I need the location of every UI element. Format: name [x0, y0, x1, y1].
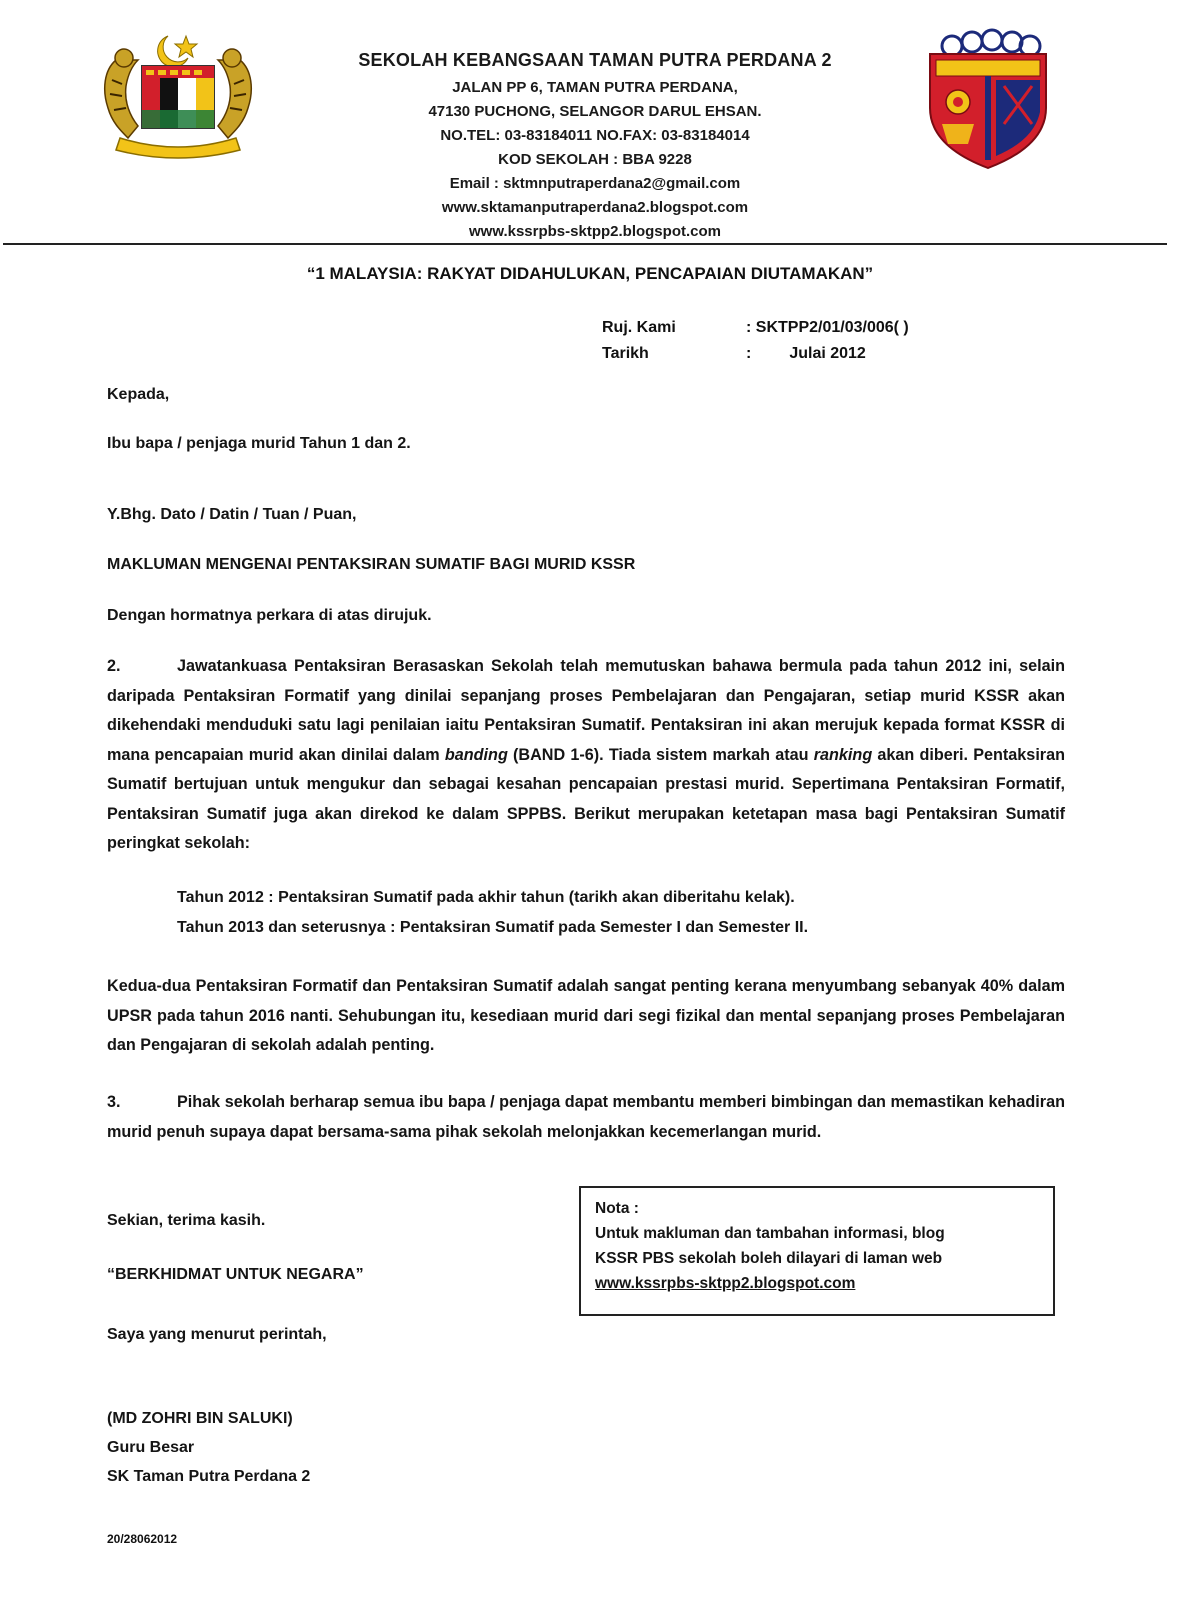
opening-line: Dengan hormatnya perkara di atas dirujuk.	[107, 607, 432, 624]
signatory-title: Guru Besar	[107, 1439, 195, 1456]
slogan: “1 MALAYSIA: RAKYAT DIDAHULUKAN, PENCAPAIAN DIUTAMAKAN”	[306, 264, 874, 283]
school-email: Email : sktmnputraperdana2@gmail.com	[449, 175, 741, 192]
address-line-1: JALAN PP 6, TAMAN PUTRA PERDANA,	[452, 79, 738, 96]
school-name: SEKOLAH KEBANGSAAN TAMAN PUTRA PERDANA 2	[358, 50, 832, 70]
by-order-line: Saya yang menurut perintah,	[107, 1326, 327, 1343]
date-value: Julai 2012	[789, 345, 866, 362]
date-row	[602, 341, 909, 367]
motto: “BERKHIDMAT UNTUK NEGARA”	[107, 1266, 364, 1283]
paragraph-2	[107, 652, 1065, 859]
paragraph-2-text-b: (BAND 1-6). Tiada sistem markah atau	[507, 745, 814, 764]
paragraph-importance: Kedua-dua Pentaksiran Formatif dan Pentaksiran Sumatif adalah sangat penting kerana menyumbang sebanyak 40% dalam UPSR pada tahun 2016 nanti. Sehubungan itu, kesediaan murid dari segi fizikal dan mental sepanjang proses Pembelajaran dan Pengajaran di sekolah adalah penting.	[107, 977, 1065, 1054]
closing-line: Sekian, terima kasih.	[107, 1212, 266, 1229]
school-website-2: www.kssrpbs-sktpp2.blogspot.com	[469, 223, 721, 240]
paragraph-3-text: Pihak sekolah berharap semua ibu bapa / penjaga dapat membantu memberi bimbingan dan memastikan kehadiran murid penuh supaya dapat bersama-sama pihak sekolah melonjakkan kecemerlangan murid.	[107, 1093, 1065, 1141]
schedule-2012: Tahun 2012 : Pentaksiran Sumatif pada akhir tahun (tarikh akan diberitahu kelak).	[177, 889, 795, 906]
schedule-2013: Tahun 2013 dan seterusnya : Pentaksiran Sumatif pada Semester I dan Semester II.	[177, 919, 809, 936]
paragraph-2-text-c: akan diberi. Pentaksiran Sumatif bertujuan untuk mengukur dan sebagai kesahan pencapaian prestasi murid. Sepertimana Pentaksiran Formatif, Pentaksiran Sumatif juga akan direkod ke dalam SPPBS. Berikut merupakan ketetapan masa bagi Pentaksiran Sumatif peringkat sekolah:	[107, 745, 1066, 852]
document-id: 20/28062012	[107, 1532, 178, 1546]
address-line-2: 47130 PUCHONG, SELANGOR DARUL EHSAN.	[428, 103, 762, 120]
paragraph-2-text-a: Jawatankuasa Pentaksiran Berasaskan Sekolah telah memutuskan bahawa bermula pada tahun 2012 ini, selain daripada Pentaksiran Formatif yang dinilai sepanjang proses Pembelajaran dan Pengajaran, setiap murid KSSR akan dikehendaki menduduki satu lagi penilaian iaitu Pentaksiran Sumatif. Pentaksiran ini akan merujuk kepada format KSSR di mana pencapaian murid akan dinilai dalam	[107, 657, 1065, 764]
subject-heading: MAKLUMAN MENGENAI PENTAKSIRAN SUMATIF BAGI MURID KSSR	[107, 556, 636, 573]
date-colon: :	[746, 345, 752, 362]
reference-label: Ruj. Kami	[602, 319, 676, 336]
tel-fax: NO.TEL: 03-83184011 NO.FAX: 03-83184014	[440, 127, 750, 144]
paragraph-2-italic-banding: banding	[444, 745, 508, 764]
header-divider	[3, 243, 1167, 245]
paragraph-3	[107, 1088, 1065, 1147]
national-coat-of-arms-logo	[98, 30, 258, 162]
paragraph-2-number: 2.	[107, 657, 121, 675]
recipient-label: Kepada,	[107, 386, 170, 403]
school-badge-logo	[922, 28, 1054, 170]
paragraph-3-number: 3.	[107, 1093, 121, 1111]
note-title: Nota :	[595, 1200, 639, 1217]
reference-value: : SKTPP2/01/03/006( )	[746, 319, 909, 336]
paragraph-2-italic-ranking: ranking	[813, 745, 873, 764]
letterhead	[290, 50, 900, 244]
date-label: Tarikh	[602, 345, 649, 362]
school-code: KOD SEKOLAH : BBA 9228	[498, 151, 692, 168]
note-box	[579, 1186, 1055, 1316]
signatory-school: SK Taman Putra Perdana 2	[107, 1468, 311, 1485]
note-line-2: KSSR PBS sekolah boleh dilayari di laman web	[595, 1250, 943, 1267]
signatory-name: (MD ZOHRI BIN SALUKI)	[107, 1410, 293, 1427]
note-blog-link[interactable]: www.kssrpbs-sktpp2.blogspot.com	[595, 1275, 856, 1292]
salutation: Y.Bhg. Dato / Datin / Tuan / Puan,	[107, 506, 357, 523]
reference-block	[602, 315, 909, 367]
reference-row	[602, 315, 909, 341]
school-website-1: www.sktamanputraperdana2.blogspot.com	[441, 199, 749, 216]
recipient-value: Ibu bapa / penjaga murid Tahun 1 dan 2.	[107, 435, 411, 452]
note-line-1: Untuk makluman dan tambahan informasi, blog	[595, 1225, 945, 1242]
